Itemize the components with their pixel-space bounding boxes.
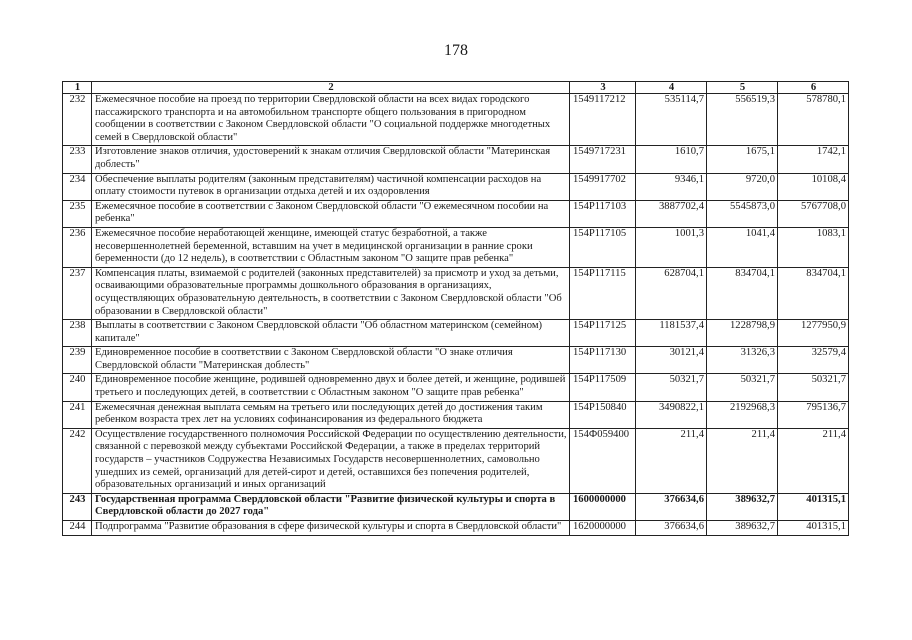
row-value-col6: 834704,1	[778, 267, 849, 319]
row-code: 1549117212	[570, 94, 636, 146]
row-value-col5: 1675,1	[707, 146, 778, 173]
row-code: 154Р117509	[570, 374, 636, 401]
row-value-col5: 834704,1	[707, 267, 778, 319]
row-name: Государственная программа Свердловской области "Развитие физической культуры и спорта в Свердловской области до 2027 года"	[92, 493, 570, 520]
row-number: 240	[63, 374, 92, 401]
row-number: 232	[63, 94, 92, 146]
row-value-col6: 1083,1	[778, 227, 849, 267]
table-row	[63, 227, 849, 267]
row-code: 1549717231	[570, 146, 636, 173]
row-code: 154Р117115	[570, 267, 636, 319]
column-header-4: 4	[636, 82, 707, 94]
row-value-col6: 32579,4	[778, 347, 849, 374]
row-code: 154Р117105	[570, 227, 636, 267]
row-name: Ежемесячное пособие на проезд по территории Свердловской области на всех видах городского пассажирского транспорта и на автомобильном транспорте общего пользования в пригородном сообщении в соответствии с Законом Свердловской области "О социальной поддержке многодетных семей в Свердловской области"	[92, 94, 570, 146]
row-value-col5: 31326,3	[707, 347, 778, 374]
row-value-col6: 5767708,0	[778, 200, 849, 227]
row-value-col4: 3887702,4	[636, 200, 707, 227]
row-name: Ежемесячное пособие в соответствии с Законом Свердловской области "О ежемесячном пособии на ребенка"	[92, 200, 570, 227]
row-value-col4: 3490822,1	[636, 401, 707, 428]
row-value-col4: 50321,7	[636, 374, 707, 401]
row-name: Ежемесячная денежная выплата семьям на третьего или последующих детей до достижения таким ребенком возраста трех лет на условиях софинансирования из федерального бюджета	[92, 401, 570, 428]
table-row	[63, 347, 849, 374]
row-number: 234	[63, 173, 92, 200]
row-name: Осуществление государственного полномочия Российской Федерации по осуществлению деятельности, связанной с перевозкой между субъектами Российской Федерации, а также в пределах территорий государств – участников Содружества Независимых Государств несовершеннолетних, самовольно ушедших из семей, организаций для детей-сирот и детей, оставшихся без попечения родителей, образовательных организаций и иных организаций	[92, 428, 570, 493]
row-number: 236	[63, 227, 92, 267]
table-body	[63, 94, 849, 536]
table-row	[63, 374, 849, 401]
row-number: 241	[63, 401, 92, 428]
table-row	[63, 521, 849, 536]
row-value-col5: 5545873,0	[707, 200, 778, 227]
row-code: 154Ф059400	[570, 428, 636, 493]
row-value-col6: 578780,1	[778, 94, 849, 146]
table-row	[63, 173, 849, 200]
row-name: Ежемесячное пособие неработающей женщине, имеющей статус безработной, а также несовершеннолетней беременной, вставшим на учет в медицинской организации в ранние сроки беременности (до 12 недель), в соответствии с Областным законом "О защите прав ребенка"	[92, 227, 570, 267]
row-number: 239	[63, 347, 92, 374]
row-value-col4: 535114,7	[636, 94, 707, 146]
column-header-3: 3	[570, 82, 636, 94]
column-header-5: 5	[707, 82, 778, 94]
row-value-col5: 389632,7	[707, 521, 778, 536]
row-value-col6: 211,4	[778, 428, 849, 493]
row-value-col4: 30121,4	[636, 347, 707, 374]
row-value-col6: 10108,4	[778, 173, 849, 200]
row-value-col5: 211,4	[707, 428, 778, 493]
row-value-col6: 50321,7	[778, 374, 849, 401]
row-number: 238	[63, 320, 92, 347]
row-value-col4: 376634,6	[636, 493, 707, 520]
row-value-col5: 556519,3	[707, 94, 778, 146]
row-value-col6: 1742,1	[778, 146, 849, 173]
column-header-2: 2	[92, 82, 570, 94]
row-code: 154Р117125	[570, 320, 636, 347]
row-value-col5: 2192968,3	[707, 401, 778, 428]
row-value-col4: 1610,7	[636, 146, 707, 173]
table-row	[63, 493, 849, 520]
row-number: 237	[63, 267, 92, 319]
row-code: 154Р150840	[570, 401, 636, 428]
row-value-col4: 1181537,4	[636, 320, 707, 347]
row-value-col6: 1277950,9	[778, 320, 849, 347]
row-code: 154Р117130	[570, 347, 636, 374]
row-number: 243	[63, 493, 92, 520]
table-row	[63, 428, 849, 493]
column-header-1: 1	[63, 82, 92, 94]
table-row	[63, 146, 849, 173]
row-value-col4: 9346,1	[636, 173, 707, 200]
row-value-col6: 401315,1	[778, 493, 849, 520]
table-row	[63, 94, 849, 146]
row-value-col5: 50321,7	[707, 374, 778, 401]
row-value-col4: 211,4	[636, 428, 707, 493]
row-name: Выплаты в соответствии с Законом Свердловской области "Об областном материнском (семейном) капитале"	[92, 320, 570, 347]
row-name: Изготовление знаков отличия, удостоверений к знакам отличия Свердловской области "Материнская доблесть"	[92, 146, 570, 173]
row-value-col5: 389632,7	[707, 493, 778, 520]
row-value-col5: 1041,4	[707, 227, 778, 267]
header-row	[63, 82, 849, 94]
table-row	[63, 401, 849, 428]
row-value-col6: 401315,1	[778, 521, 849, 536]
row-code: 1549917702	[570, 173, 636, 200]
row-code: 1620000000	[570, 521, 636, 536]
column-header-6: 6	[778, 82, 849, 94]
row-name: Подпрограмма "Развитие образования в сфере физической культуры и спорта в Свердловской области"	[92, 521, 570, 536]
row-code: 154Р117103	[570, 200, 636, 227]
row-value-col6: 795136,7	[778, 401, 849, 428]
row-value-col4: 628704,1	[636, 267, 707, 319]
row-value-col5: 1228798,9	[707, 320, 778, 347]
table-row	[63, 320, 849, 347]
row-number: 233	[63, 146, 92, 173]
table-row	[63, 200, 849, 227]
row-number: 244	[63, 521, 92, 536]
row-value-col5: 9720,0	[707, 173, 778, 200]
row-number: 242	[63, 428, 92, 493]
row-value-col4: 1001,3	[636, 227, 707, 267]
row-value-col4: 376634,6	[636, 521, 707, 536]
page-number: 178	[444, 42, 468, 59]
row-code: 1600000000	[570, 493, 636, 520]
row-name: Единовременное пособие в соответствии с Законом Свердловской области "О знаке отличия Свердловской области "Материнская доблесть"	[92, 347, 570, 374]
row-name: Компенсация платы, взимаемой с родителей (законных представителей) за присмотр и уход за детьми, осваивающими образовательные программы дошкольного образования в организациях, осуществляющих образовательную деятельность, в соответствии с Законом Свердловской области "Об образовании в Свердловской области"	[92, 267, 570, 319]
row-name: Обеспечение выплаты родителям (законным представителям) частичной компенсации расходов на оплату стоимости путевок в организации отдыха детей и их оздоровления	[92, 173, 570, 200]
table-header	[63, 82, 849, 94]
budget-table	[62, 81, 849, 536]
table-row	[63, 267, 849, 319]
row-number: 235	[63, 200, 92, 227]
row-name: Единовременное пособие женщине, родившей одновременно двух и более детей, и женщине, родившей третьего и последующих детей, в соответствии с Областным законом "О защите прав ребенка"	[92, 374, 570, 401]
